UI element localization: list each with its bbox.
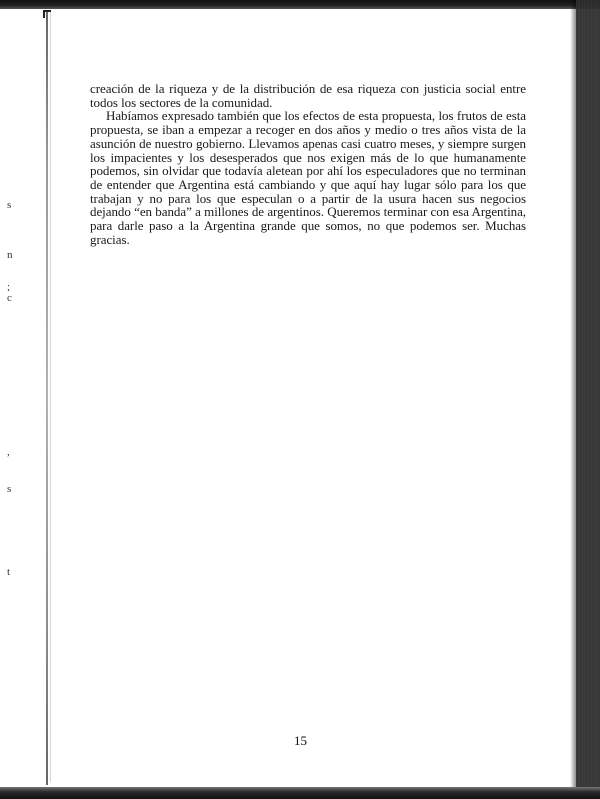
paragraph-main: Habíamos expresado también que los efectos de esta propuesta, los frutos de esta propuesta, se iban a empezar a recoger en dos años y medio o tres años vista de la asunción de nuestro gobierno. Llevamos apenas casi cuatro meses, y siempre surgen los impacientes y los desesperados que nos exigen más de lo que humanamente podemos, sin olvidar que todavía aletean por ahí los especuladores que no terminan de entender que Argentina está cambiando y que aquí hay lugar sólo para los que trabajan y no para los que especulan o a partir de la usura hacen sus negocios dejando “en banda” a millones de argentinos. Queremos terminar con esa Argentina, para darle paso a la Argentina grande que somos, no que podemos ser. Muchas gracias.	[90, 108, 526, 247]
margin-letter: ,	[7, 446, 10, 458]
body-text	[90, 82, 526, 246]
page-number: 15	[294, 733, 307, 748]
scan-top-edge	[0, 0, 600, 9]
margin-letter: ;	[7, 281, 11, 293]
margin-letter: s	[7, 199, 12, 211]
scan-right-edge	[576, 0, 600, 799]
binding-corner-mark	[43, 10, 51, 18]
binding-line-secondary	[50, 12, 51, 782]
margin-letter: n	[7, 249, 13, 261]
binding-line	[46, 10, 48, 785]
scan-bottom-edge	[0, 787, 600, 799]
paragraph-continuation: creación de la riqueza y de la distribución de esa riqueza con justicia social entre todos los sectores de la comunidad.	[90, 81, 526, 110]
margin-letter: s	[7, 483, 12, 495]
margin-letter: c	[7, 292, 12, 304]
margin-letter: t	[7, 566, 11, 578]
